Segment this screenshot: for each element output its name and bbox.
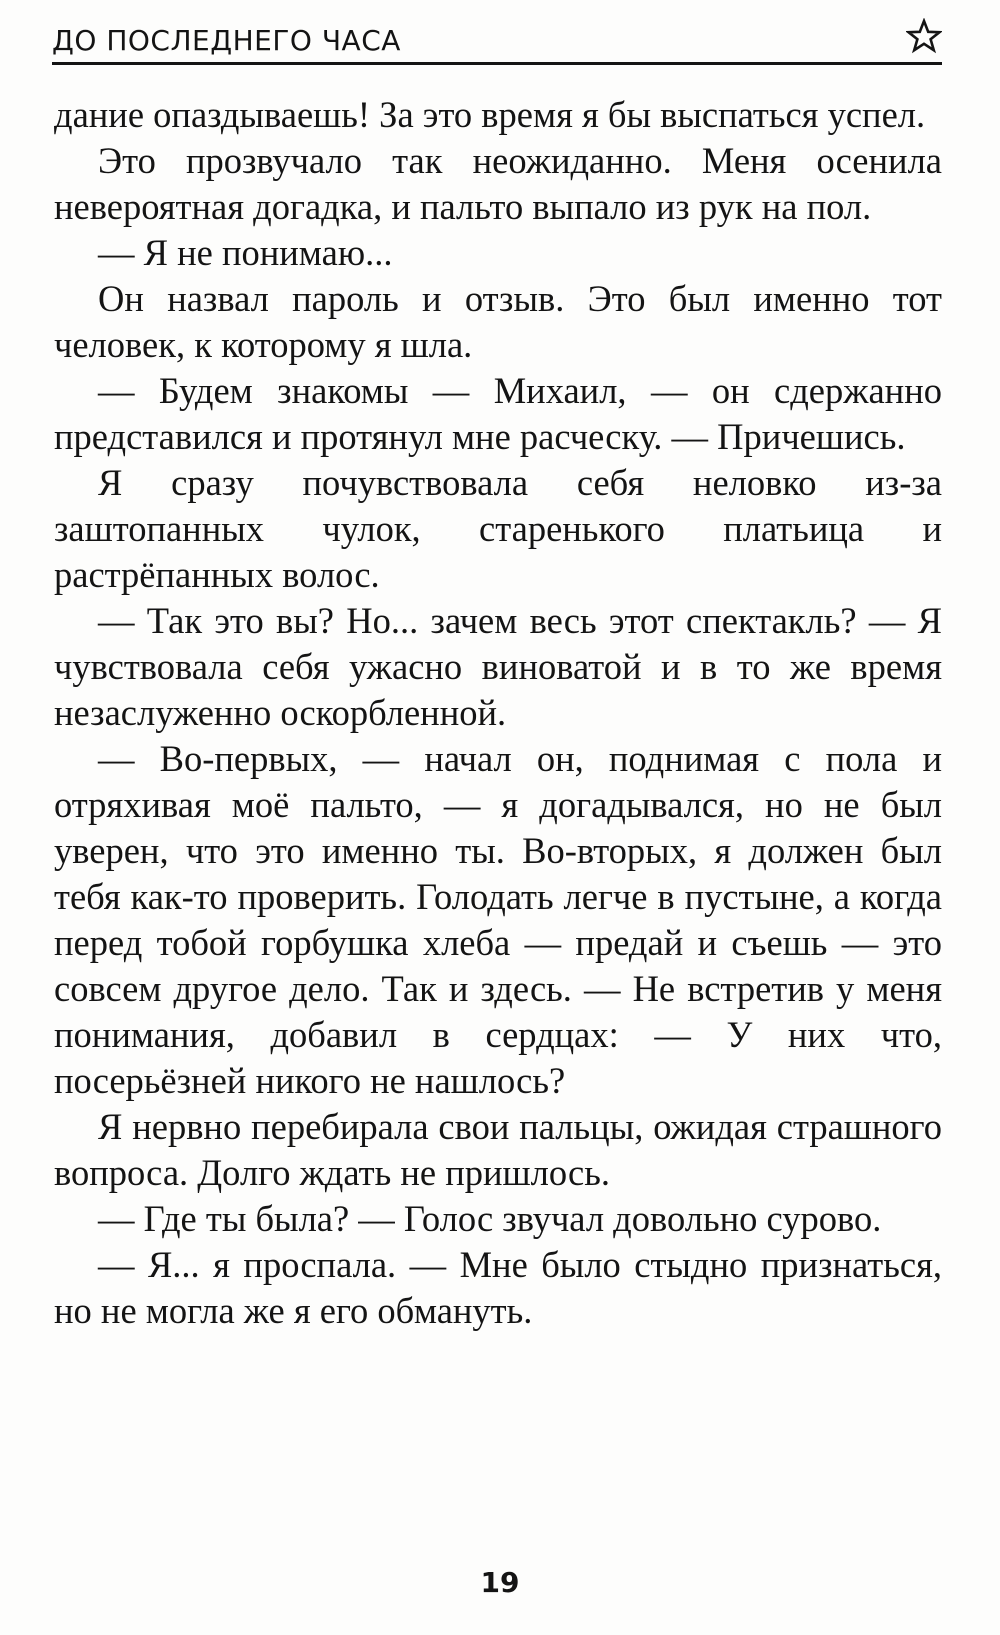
paragraph: Я нервно перебирала свои пальцы, ожидая страшного вопроса. Долго ждать не пришлось. [54, 1106, 942, 1193]
running-header [52, 18, 942, 64]
header-rule [52, 62, 942, 65]
paragraph: Это прозвучало так неожиданно. Меня осенила невероятная догадка, и пальто выпало из рук на пол. [54, 140, 942, 227]
page-number: 19 [480, 1566, 520, 1599]
running-title: ДО ПОСЛЕДНЕГО ЧАСА [52, 24, 401, 57]
paragraph: Он назвал пароль и отзыв. Это был именно тот человек, к которому я шла. [54, 278, 942, 365]
paragraph: — Где ты была? — Голос звучал довольно сурово. [98, 1198, 882, 1239]
paragraph: — Я... я проспала. — Мне было стыдно признаться, но не могла же я его обмануть. [54, 1244, 942, 1331]
paragraph: — Так это вы? Но... зачем весь этот спектакль? — Я чувствовала себя ужасно виноватой и в то же время незаслуженно оскорбленной. [54, 600, 942, 733]
paragraph: — Будем знакомы — Михаил, — он сдержанно представился и протянул мне расческу. — Причешись. [54, 370, 942, 457]
paragraph: Я сразу почувствовала себя неловко из-за заштопанных чулок, старенького платьица и растрёпанных волос. [54, 462, 942, 595]
paragraph: дание опаздываешь! За это время я бы выспаться успел. [54, 94, 926, 135]
paragraph: — Я не понимаю... [98, 232, 393, 273]
paragraph: — Во-первых, — начал он, поднимая с пола и отряхивая моё пальто, — я догадывался, но не был уверен, что это именно ты. Во-вторых, я должен был тебя как-то проверить. Голодать легче в пустыне, а когда перед тобой горбушка хлеба — предай и съешь — это совсем другое дело. Так и здесь. — Не встретив у меня понимания, добавил в сердцах: — У них что, посерьёзней никого не нашлось? [54, 738, 942, 1101]
star-outline-icon [906, 18, 942, 54]
body-text [54, 92, 942, 1334]
